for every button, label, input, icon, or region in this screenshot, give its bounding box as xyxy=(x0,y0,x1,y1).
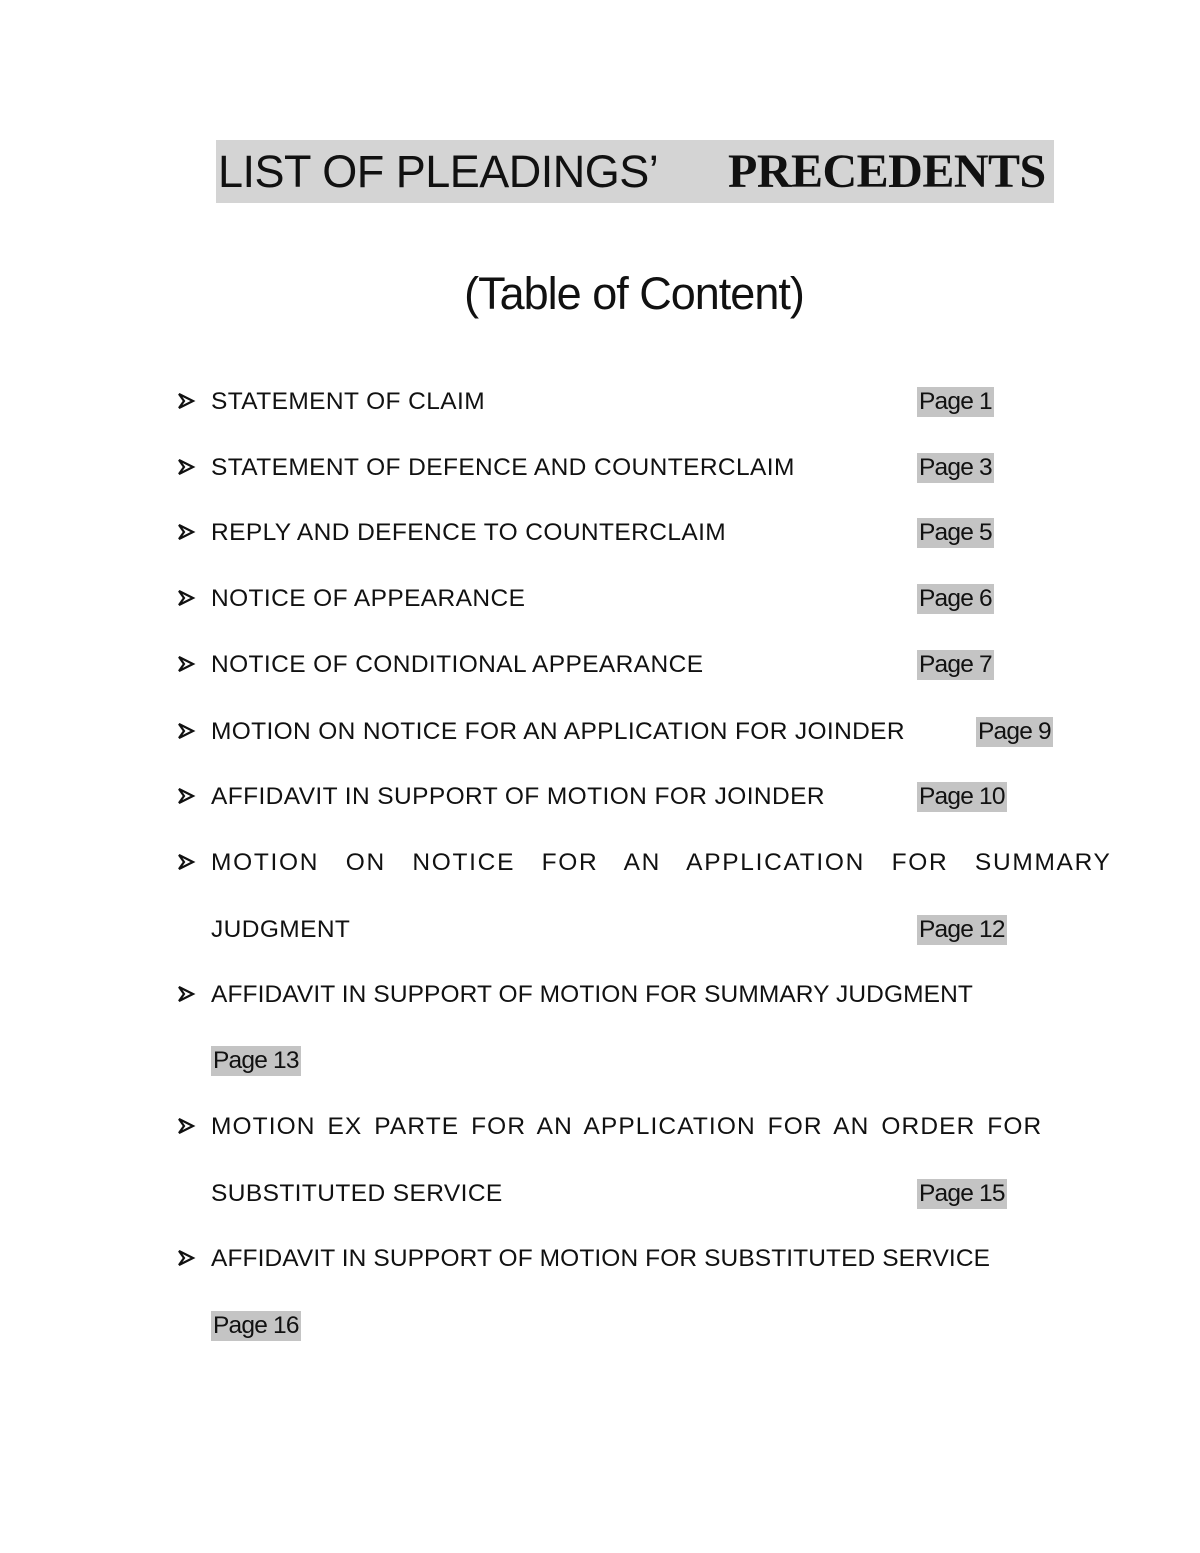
toc-page-ref: Page 13 xyxy=(213,1047,299,1074)
toc-item-text: STATEMENT OF DEFENCE AND COUNTERCLAIM xyxy=(211,454,795,481)
toc-item-text: MOTION ON NOTICE FOR AN APPLICATION FOR JOINDER xyxy=(211,718,905,745)
arrow-bullet-icon xyxy=(176,718,198,744)
arrow-bullet-icon xyxy=(176,1113,198,1139)
toc-item-text: STATEMENT OF CLAIM xyxy=(211,388,485,415)
toc-item-text: REPLY AND DEFENCE TO COUNTERCLAIM xyxy=(211,519,727,546)
toc-item-text: AFFIDAVIT IN SUPPORT OF MOTION FOR JOINDER xyxy=(211,783,825,810)
toc-page-ref: Page 5 xyxy=(919,519,992,546)
toc-page-ref: Page 9 xyxy=(978,718,1051,745)
arrow-bullet-icon xyxy=(176,981,198,1007)
toc-item-text: AFFIDAVIT IN SUPPORT OF MOTION FOR SUBSTITUTED SERVICE xyxy=(211,1245,991,1272)
arrow-bullet-icon xyxy=(176,454,198,480)
toc-item-text: NOTICE OF CONDITIONAL APPEARANCE xyxy=(211,651,704,678)
toc-item-text-continued: SUBSTITUTED SERVICE xyxy=(211,1180,503,1207)
toc-page-ref: Page 10 xyxy=(919,783,1005,810)
arrow-bullet-icon xyxy=(176,783,198,809)
toc-page-ref: Page 15 xyxy=(919,1180,1005,1207)
toc-page-ref: Page 7 xyxy=(919,651,992,678)
toc-page-ref: Page 16 xyxy=(213,1312,299,1339)
toc-item-text: NOTICE OF APPEARANCE xyxy=(211,585,526,612)
toc-item-text: AFFIDAVIT IN SUPPORT OF MOTION FOR SUMMARY JUDGMENT xyxy=(211,981,973,1008)
document-subtitle: (Table of Content) xyxy=(464,268,804,319)
arrow-bullet-icon xyxy=(176,1245,198,1271)
toc-page-ref: Page 3 xyxy=(919,454,992,481)
toc-page-ref: Page 12 xyxy=(919,916,1005,943)
arrow-bullet-icon xyxy=(176,388,198,414)
toc-page-ref: Page 1 xyxy=(919,388,992,415)
document-title xyxy=(216,140,1054,203)
toc-item-text-continued: JUDGMENT xyxy=(211,916,351,943)
title-part-1: LIST OF PLEADINGS’ xyxy=(218,146,659,197)
title-part-2: PRECEDENTS xyxy=(728,145,1046,198)
toc-item-text: MOTION ON NOTICE FOR AN APPLICATION FOR SUMMARY xyxy=(211,849,1112,876)
toc-page-ref: Page 6 xyxy=(919,585,992,612)
arrow-bullet-icon xyxy=(176,585,198,611)
arrow-bullet-icon xyxy=(176,849,198,875)
arrow-bullet-icon xyxy=(176,519,198,545)
toc-item-text: MOTION EX PARTE FOR AN APPLICATION FOR AN ORDER FOR xyxy=(211,1113,1043,1140)
arrow-bullet-icon xyxy=(176,651,198,677)
